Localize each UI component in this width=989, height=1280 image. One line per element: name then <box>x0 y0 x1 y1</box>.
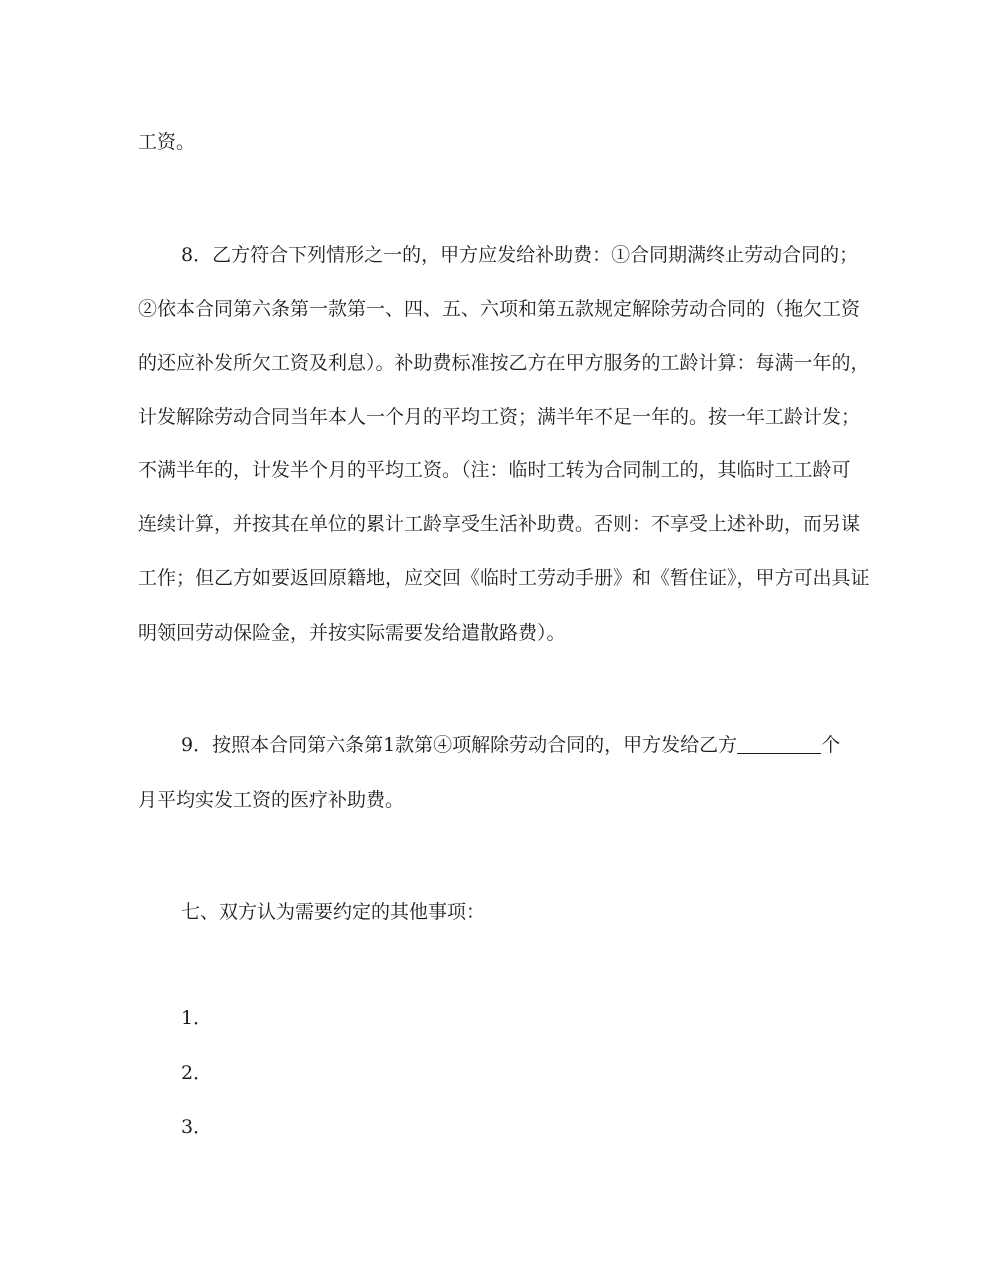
clause-8-line: 不满半年的，计发半个月的平均工资。（注：临时工转为合同制工的，其临时工工龄可 <box>138 459 851 481</box>
continued-line: 工资。 <box>138 131 196 153</box>
clause-8-line: 明领回劳动保险金，并按实际需要发给遣散路费）。 <box>138 622 566 644</box>
list-item: 3． <box>181 1116 213 1138</box>
list-item: 1． <box>181 1007 213 1029</box>
clause-8-line: 8．乙方符合下列情形之一的，甲方应发给补助费：①合同期满终止劳动合同的； <box>181 244 859 266</box>
clause-8-line: ②依本合同第六条第一款第一、四、五、六项和第五款规定解除劳动合同的（拖欠工资 <box>138 298 861 320</box>
fill-in-blank <box>737 735 821 754</box>
clause-8-line: 工作；但乙方如要返回原籍地，应交回《临时工劳动手册》和《暂住证》，甲方可出具证 <box>138 567 870 589</box>
clause-9-unit: 个 <box>821 734 841 756</box>
clause-9-text: 9．按照本合同第六条第1款第④项解除劳动合同的，甲方发给乙方 <box>181 734 738 756</box>
list-item: 2． <box>181 1062 213 1084</box>
section-7-heading: 七、双方认为需要约定的其他事项： <box>181 901 486 923</box>
clause-9-line: 月平均实发工资的医疗补助费。 <box>138 789 405 811</box>
clause-8-line: 的还应补发所欠工资及利息）。补助费标准按乙方在甲方服务的工龄计算：每满一年的， <box>138 352 870 374</box>
clause-9-line <box>181 733 840 757</box>
clause-8-line: 连续计算，并按其在单位的累计工龄享受生活补助费。否则：不享受上述补助，而另谋 <box>138 513 861 535</box>
clause-8-line: 计发解除劳动合同当年本人一个月的平均工资；满半年不足一年的。按一年工龄计发； <box>138 406 861 428</box>
